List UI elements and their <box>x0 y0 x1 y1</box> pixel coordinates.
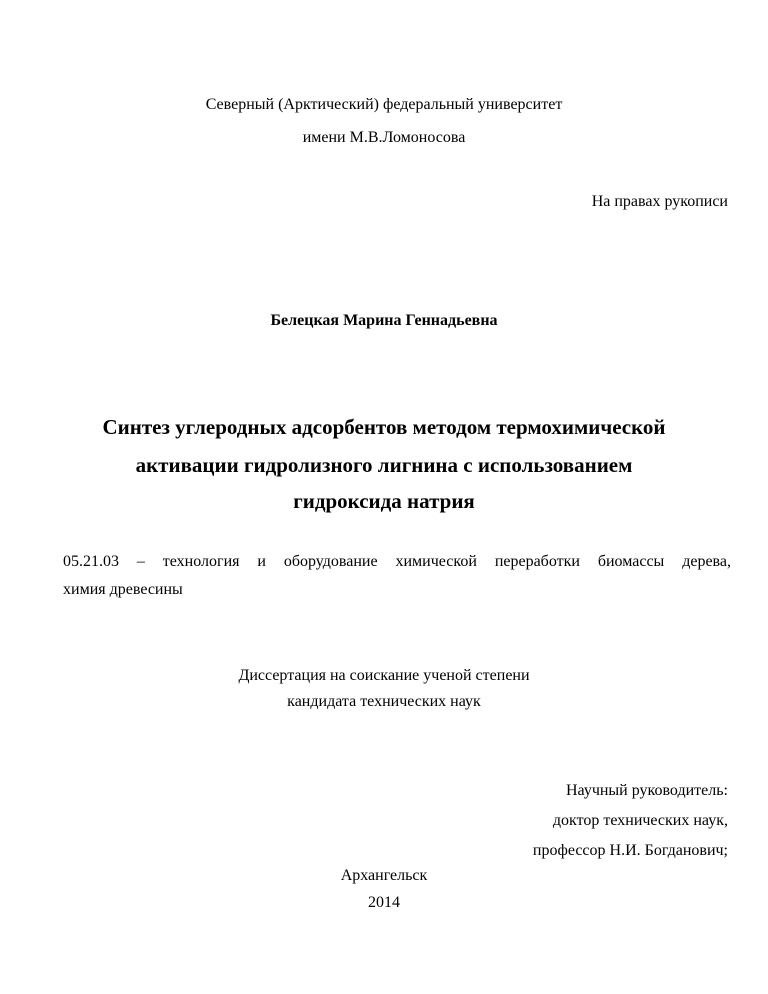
dissertation-title-line2: активации гидролизного лигнина с использованием <box>135 453 633 477</box>
university-name-line1: Северный (Арктический) федеральный университет <box>205 96 563 113</box>
manuscript-note: На правах рукописи <box>591 193 728 210</box>
supervisor-label: Научный руководитель: <box>565 782 728 799</box>
author-name: Белецкая Марина Геннадьевна <box>270 312 498 329</box>
city: Архангельск <box>340 867 428 884</box>
dissertation-title-line3: гидроксида натрия <box>293 489 475 513</box>
specialty-line1: 05.21.03 – технология и оборудование химической переработки биомассы дерева, <box>63 553 731 570</box>
specialty-line2: химия древесины <box>63 581 183 598</box>
dissertation-title-line1: Синтез углеродных адсорбентов методом термохимической <box>102 415 666 439</box>
university-name-line2: имени М.В.Ломоносова <box>302 129 466 146</box>
year: 2014 <box>368 894 400 911</box>
degree-line1: Диссертация на соискание ученой степени <box>238 667 530 684</box>
supervisor-name: профессор Н.И. Богданович; <box>532 842 728 859</box>
supervisor-degree: доктор технических наук, <box>552 812 728 829</box>
degree-line2: кандидата технических наук <box>287 693 481 710</box>
